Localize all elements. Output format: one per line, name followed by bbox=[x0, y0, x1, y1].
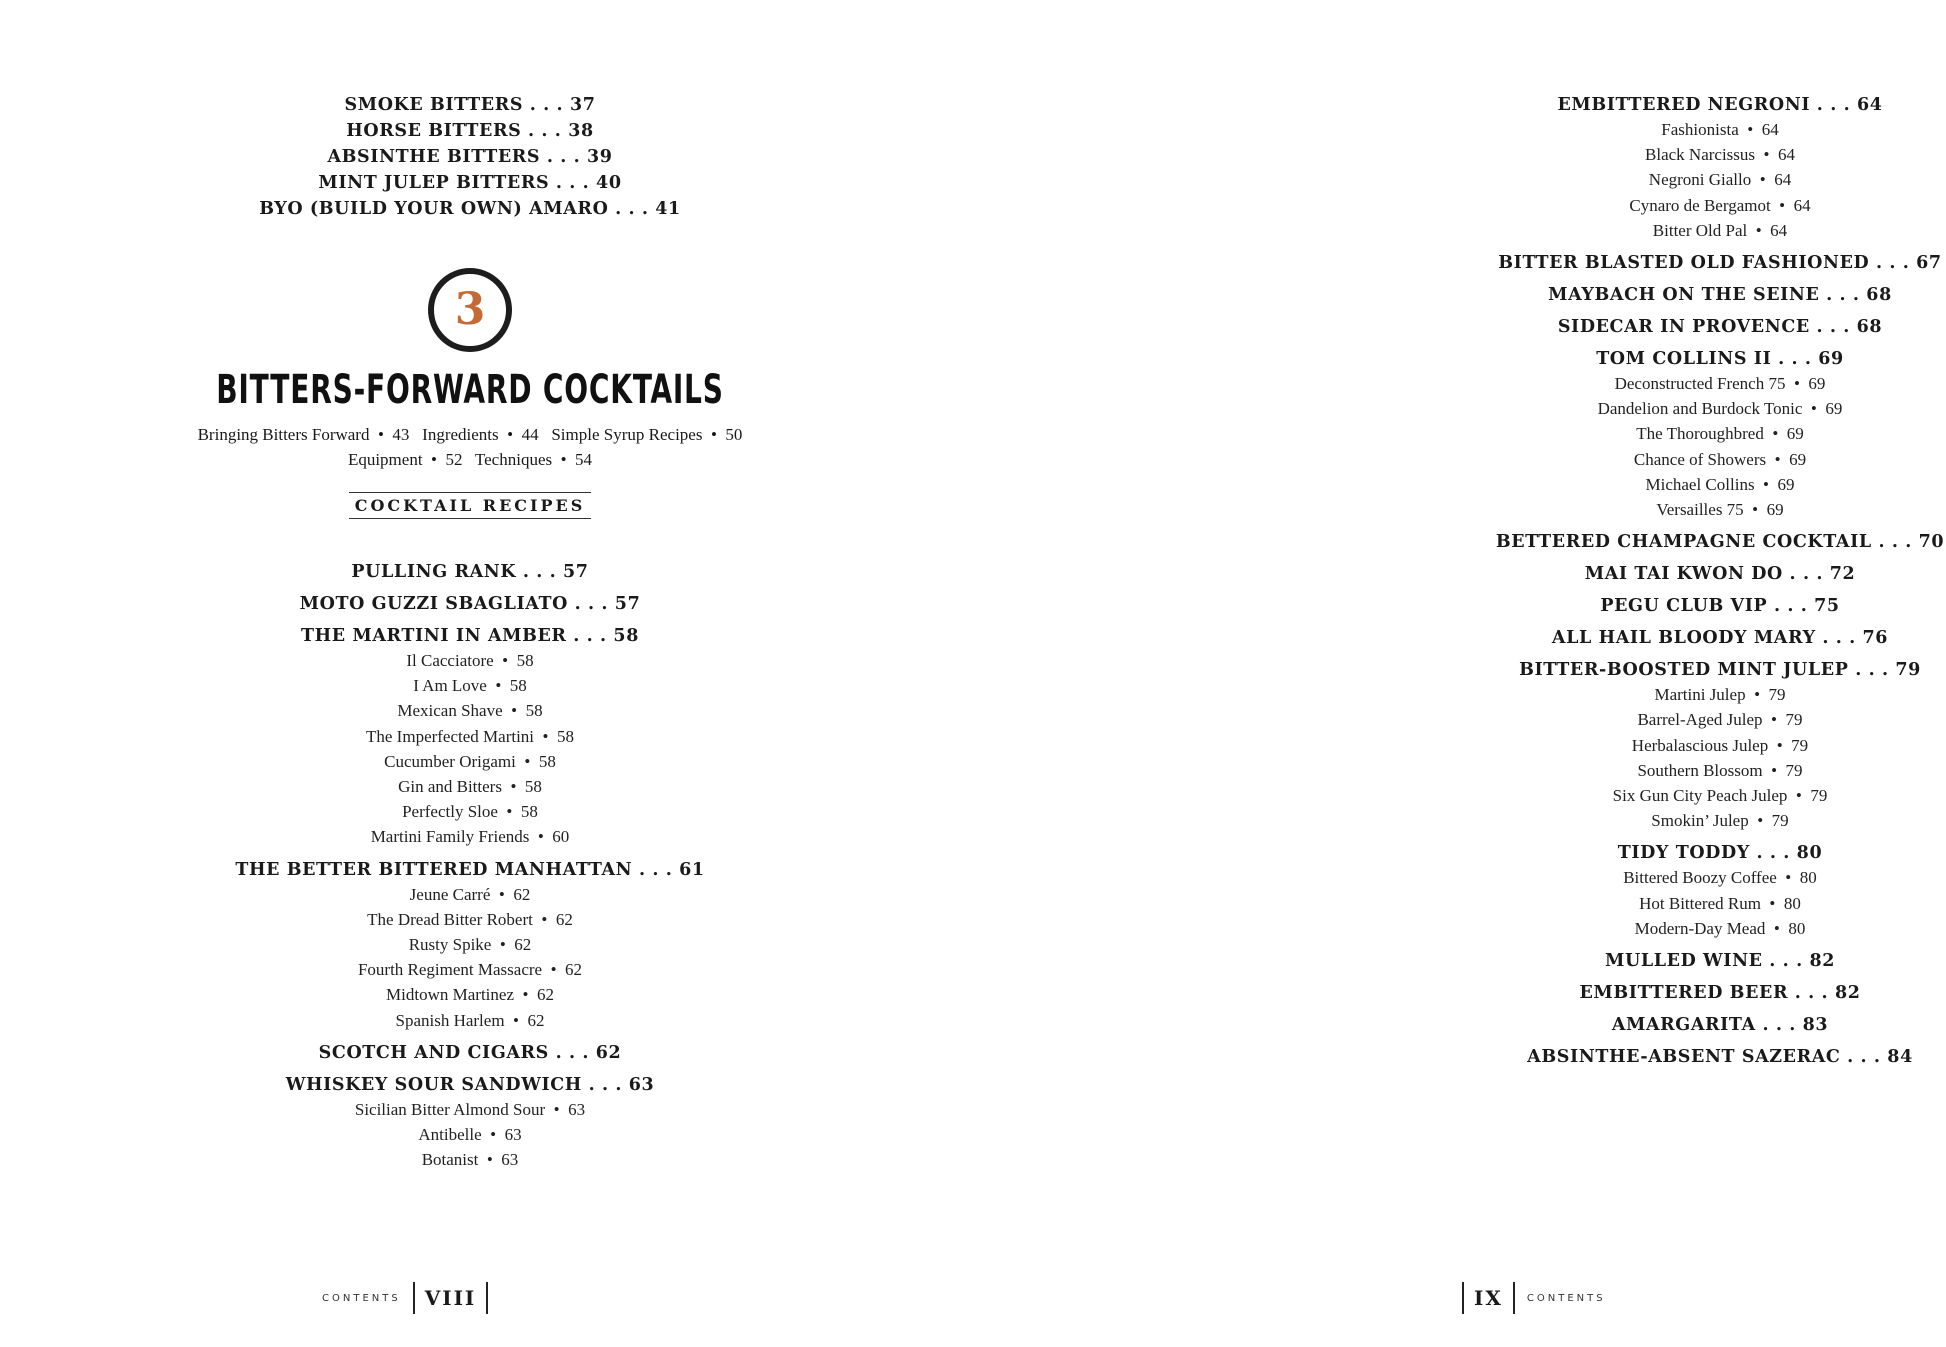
page-number: IX bbox=[1462, 1282, 1515, 1314]
toc-subentry: Versailles 75 • 69 bbox=[1656, 500, 1784, 520]
toc-subentry: Midtown Martinez • 62 bbox=[386, 985, 554, 1005]
toc-subentry: Black Narcissus • 64 bbox=[1645, 145, 1795, 165]
toc-entry-title: EMBITTERED BEER . . . 82 bbox=[1579, 983, 1861, 1004]
toc-subentry: Antibelle • 63 bbox=[418, 1125, 522, 1145]
toc-subentry: Dandelion and Burdock Tonic • 69 bbox=[1597, 399, 1843, 419]
folio-label: CONTENTS bbox=[1526, 1292, 1606, 1304]
toc-entry-title: TIDY TODDY . . . 80 bbox=[1617, 843, 1823, 864]
toc-entry-title: MAYBACH ON THE SEINE . . . 68 bbox=[1548, 285, 1892, 306]
toc-entry-title: ABSINTHE-ABSENT SAZERAC . . . 84 bbox=[1527, 1047, 1913, 1068]
toc-entry-title: SIDECAR IN PROVENCE . . . 68 bbox=[1557, 317, 1883, 338]
toc-top-entries bbox=[120, 93, 820, 221]
toc-subentry: Rusty Spike • 62 bbox=[408, 935, 532, 955]
chapter-sections bbox=[120, 422, 820, 472]
toc-entry-title: SCOTCH AND CIGARS . . . 62 bbox=[318, 1042, 622, 1063]
toc-subentry: Deconstructed French 75 • 69 bbox=[1614, 374, 1826, 394]
toc-subentry: Barrel-Aged Julep • 79 bbox=[1637, 710, 1803, 730]
toc-subentry: Chance of Showers • 69 bbox=[1633, 449, 1807, 469]
toc-entry-title: ALL HAIL BLOODY MARY . . . 76 bbox=[1551, 628, 1889, 649]
toc-entry-title: THE MARTINI IN AMBER . . . 58 bbox=[301, 626, 639, 646]
page-number: VIII bbox=[413, 1282, 489, 1314]
toc-subentry: Modern-Day Mead • 80 bbox=[1634, 918, 1806, 938]
toc-entry-title: MAI TAI KWON DO . . . 72 bbox=[1584, 564, 1856, 585]
toc-entry-title: WHISKEY SOUR SANDWICH . . . 63 bbox=[285, 1074, 655, 1095]
toc-subentry: Jeune Carré • 62 bbox=[409, 884, 531, 904]
toc-subentry: Six Gun City Peach Julep • 79 bbox=[1612, 786, 1828, 806]
toc-entry-title: MULLED WINE . . . 82 bbox=[1604, 951, 1836, 972]
toc-subentry: Southern Blossom • 79 bbox=[1637, 760, 1803, 780]
toc-entry-title: BYO (BUILD YOUR OWN) AMARO . . . 41 bbox=[259, 199, 681, 219]
toc-entry-title: PULLING RANK . . . 57 bbox=[351, 562, 589, 582]
toc-subentry: Spanish Harlem • 62 bbox=[395, 1010, 545, 1030]
toc-entry-title: MINT JULEP BITTERS . . . 40 bbox=[318, 173, 622, 193]
chapter-opener bbox=[120, 268, 820, 519]
cocktail-recipes-heading: COCKTAIL RECIPES bbox=[349, 492, 592, 519]
toc-subentry: Il Cacciatore • 58 bbox=[406, 651, 534, 670]
toc-subentry: Cucumber Origami • 58 bbox=[384, 751, 556, 771]
toc-subentry: Martini Family Friends • 60 bbox=[370, 827, 570, 847]
chapter-number-badge bbox=[428, 268, 512, 352]
toc-subentry: Botanist • 63 bbox=[421, 1150, 519, 1170]
chapter-sections-line: Equipment • 52 Techniques • 54 bbox=[347, 450, 593, 469]
toc-subentry: Cynaro de Bergamot • 64 bbox=[1629, 195, 1811, 215]
toc-entry-title: AMARGARITA . . . 83 bbox=[1611, 1015, 1829, 1036]
toc-subentry: Perfectly Sloe • 58 bbox=[402, 802, 538, 822]
page-folio-left bbox=[322, 1278, 500, 1318]
toc-subentry: Negroni Giallo • 64 bbox=[1648, 170, 1792, 190]
toc-entry-title: ABSINTHE BITTERS . . . 39 bbox=[327, 147, 613, 167]
toc-entry-title: HORSE BITTERS . . . 38 bbox=[346, 121, 594, 141]
toc-subentry: The Thoroughbred • 69 bbox=[1636, 424, 1804, 444]
toc-subentry: Smokin’ Julep • 79 bbox=[1651, 811, 1789, 831]
toc-subentry: The Imperfected Martini • 58 bbox=[366, 726, 574, 746]
toc-recipe-entries bbox=[1220, 93, 1946, 1069]
right-page bbox=[973, 0, 1946, 1347]
toc-entry-title: THE BETTER BITTERED MANHATTAN . . . 61 bbox=[235, 859, 705, 880]
toc-subentry: Bittered Boozy Coffee • 80 bbox=[1623, 868, 1817, 888]
toc-entry-title: BITTER-BOOSTED MINT JULEP . . . 79 bbox=[1519, 660, 1921, 681]
toc-subentry: Hot Bittered Rum • 80 bbox=[1639, 893, 1801, 913]
toc-subentry: Herbalascious Julep • 79 bbox=[1631, 735, 1809, 755]
toc-subentry: Martini Julep • 79 bbox=[1654, 685, 1786, 705]
folio-label: CONTENTS bbox=[322, 1292, 401, 1304]
toc-subentry: I Am Love • 58 bbox=[413, 676, 527, 696]
toc-recipe-entries bbox=[120, 560, 820, 1172]
toc-subentry: Fourth Regiment Massacre • 62 bbox=[357, 960, 583, 980]
toc-entry-title: TOM COLLINS II . . . 69 bbox=[1596, 349, 1844, 370]
chapter-number: 3 bbox=[454, 284, 486, 335]
toc-subentry: Michael Collins • 69 bbox=[1645, 474, 1795, 494]
toc-subentry: Sicilian Bitter Almond Sour • 63 bbox=[354, 1099, 586, 1119]
toc-subentry: Gin and Bitters • 58 bbox=[398, 777, 542, 797]
toc-subentry: The Dread Bitter Robert • 62 bbox=[367, 909, 573, 929]
toc-entry-title: SMOKE BITTERS . . . 37 bbox=[344, 95, 596, 115]
toc-entry-title: EMBITTERED NEGRONI . . . 64 bbox=[1557, 95, 1883, 115]
toc-entry-title: BETTERED CHAMPAGNE COCKTAIL . . . 70 bbox=[1495, 532, 1945, 553]
toc-entry-title: PEGU CLUB VIP . . . 75 bbox=[1600, 596, 1840, 617]
page-folio-right bbox=[1450, 1278, 1606, 1318]
toc-subentry: Mexican Shave • 58 bbox=[397, 701, 543, 721]
toc-subentry: Fashionista • 64 bbox=[1661, 120, 1779, 139]
toc-entry-title: MOTO GUZZI SBAGLIATO . . . 57 bbox=[299, 594, 641, 614]
chapter-sections-line: Bringing Bitters Forward • 43 Ingredients • 44 Simple Syrup Recipes • 50 bbox=[197, 425, 743, 444]
toc-entry-title: BITTER BLASTED OLD FASHIONED . . . 67 bbox=[1498, 253, 1942, 274]
toc-subentry: Bitter Old Pal • 64 bbox=[1652, 220, 1788, 240]
chapter-title: BITTERS-FORWARD COCKTAILS bbox=[216, 367, 724, 413]
